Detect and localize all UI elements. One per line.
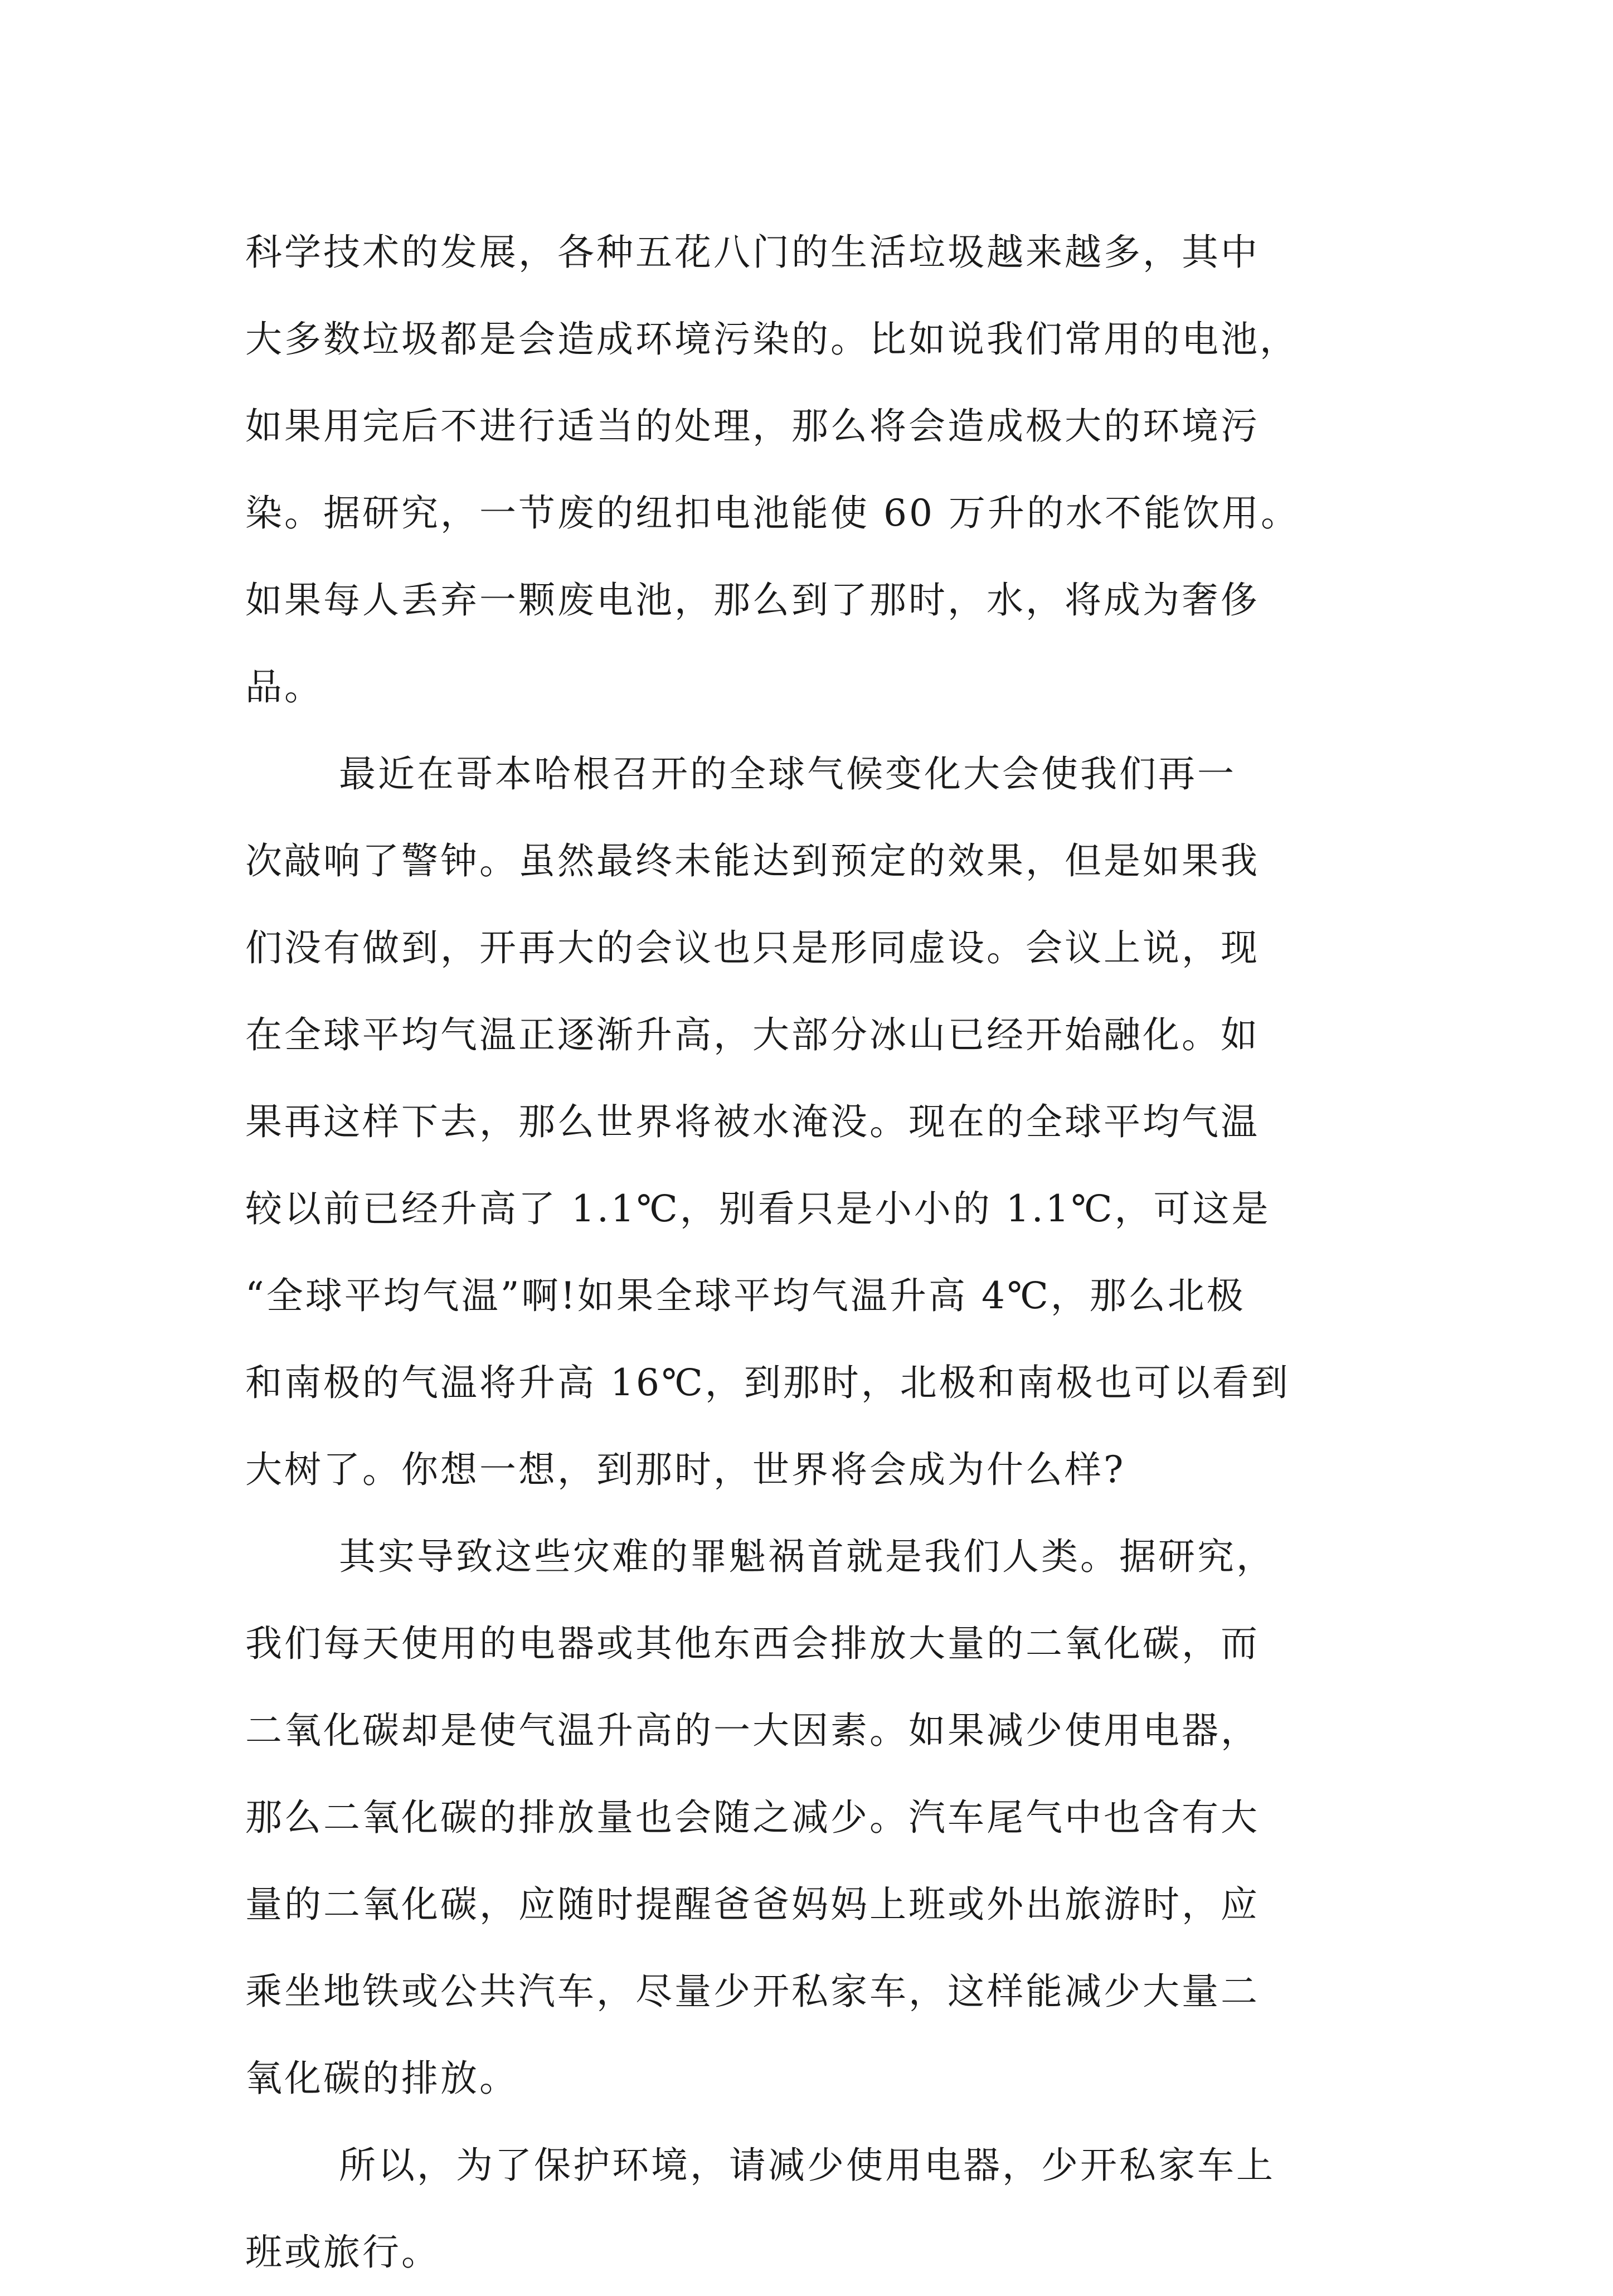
text-line: 染。据研究，一节废的纽扣电池能使 60 万升的水不能饮用。: [245, 492, 1300, 535]
text-line: 科学技术的发展，各种五花八门的生活垃圾越来越多，其中: [245, 231, 1260, 274]
paragraph-first-line: 其实导致这些灾难的罪魁祸首就是我们人类。据研究，: [339, 1535, 1275, 1578]
essay-body: [245, 209, 1416, 2296]
text-line: 量的二氧化碳，应随时提醒爸爸妈妈上班或外出旅游时，应: [245, 1883, 1260, 1926]
text-line: 们没有做到，开再大的会议也只是形同虚设。会议上说，现: [245, 926, 1260, 969]
text-line: 和南极的气温将升高 16℃，到那时，北极和南极也可以看到: [245, 1361, 1290, 1404]
text-line: 我们每天使用的电器或其他东西会排放大量的二氧化碳，而: [245, 1622, 1260, 1665]
text-line: 班或旅行。: [245, 2231, 440, 2274]
text-line: 氧化碳的排放。: [245, 2057, 518, 2100]
paragraph-first-line: 所以，为了保护环境，请减少使用电器，少开私家车上: [339, 2144, 1275, 2187]
text-line: 次敲响了警钟。虽然最终未能达到预定的效果，但是如果我: [245, 839, 1260, 882]
text-line: 果再这样下去，那么世界将被水淹没。现在的全球平均气温: [245, 1100, 1260, 1143]
text-line: 乘坐地铁或公共汽车，尽量少开私家车，这样能减少大量二: [245, 1970, 1260, 2013]
text-line: 大树了。你想一想，到那时，世界将会成为什么样?: [245, 1448, 1126, 1491]
text-line: “全球平均气温”啊!如果全球平均气温升高 4℃，那么北极: [245, 1274, 1246, 1317]
text-line: 在全球平均气温正逐渐升高，大部分冰山已经开始融化。如: [245, 1013, 1260, 1056]
text-line: 品。: [245, 666, 323, 708]
text-line: 较以前已经升高了 1.1℃，别看只是小小的 1.1℃，可这是: [245, 1187, 1271, 1230]
text-line: 如果每人丢弃一颗废电池，那么到了那时，水，将成为奢侈: [245, 579, 1260, 622]
text-line: 那么二氧化碳的排放量也会随之减少。汽车尾气中也含有大: [245, 1796, 1260, 1839]
text-line: 如果用完后不进行适当的处理，那么将会造成极大的环境污: [245, 405, 1260, 448]
text-line: 二氧化碳却是使气温升高的一大因素。如果减少使用电器，: [245, 1709, 1260, 1752]
text-line: 大多数垃圾都是会造成环境污染的。比如说我们常用的电池，: [245, 318, 1299, 361]
paragraph-first-line: 最近在哥本哈根召开的全球气候变化大会使我们再一: [339, 753, 1236, 795]
